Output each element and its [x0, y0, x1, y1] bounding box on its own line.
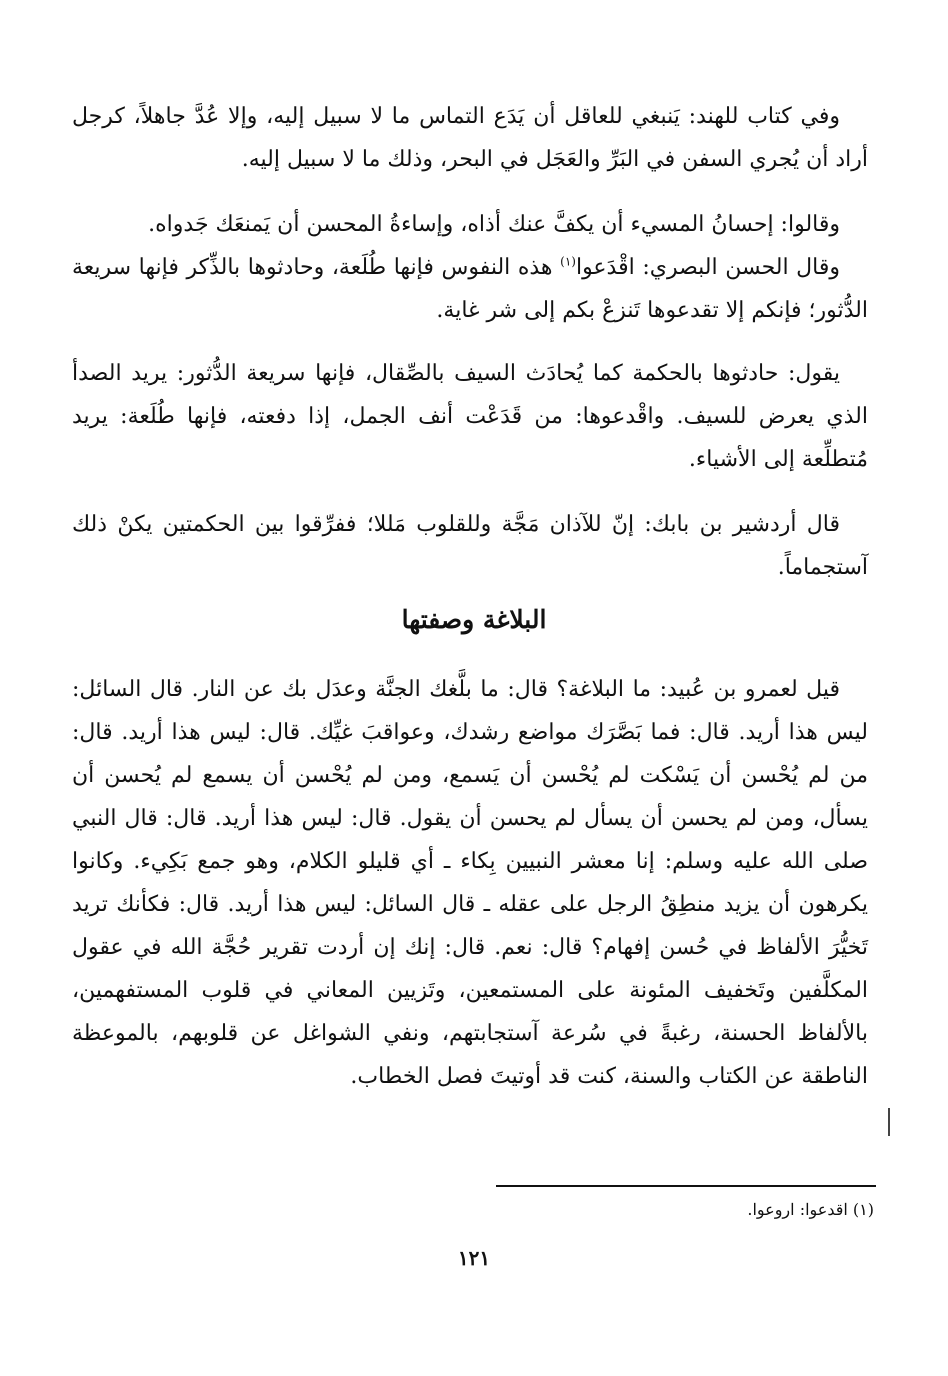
paragraph-3: يقول: حادثوها بالحكمة كما يُحادَث السيف بالصِّقال، فإنها سريعة الدُّثور: يريد الصدأ الذي يعرض للسيف. واقْدعوها: من قَدَعْت أنف الجمل، إذا دفعته، فإنها طُلَعة: يريد مُتطلِّعة إلى الأشياء.	[72, 361, 868, 472]
footnote-separator	[496, 1185, 876, 1187]
paragraph-5-block	[72, 668, 868, 1098]
paragraph-4: قال أردشير بن بابك: إنّ للآذان مَجَّة وللقلوب مَللا؛ ففرِّقوا بين الحكمتين يكنْ ذلك آستجماماً.	[72, 512, 868, 580]
paragraph-3-block	[72, 352, 868, 481]
paragraph-1-block	[72, 95, 868, 181]
margin-mark	[888, 1108, 890, 1136]
footnote: (١) اقدعوا: اروعوا.	[747, 1200, 874, 1219]
paragraph-4-block	[72, 503, 868, 589]
paragraph-1: وفي كتاب للهند: يَنبغي للعاقل أن يَدَع التماس ما لا سبيل إليه، وإلا عُدَّ جاهلاً، كرجل أراد أن يُجري السفن في البَرِّ والعَجَل في البحر، وذلك ما لا سبيل إليه.	[72, 104, 868, 172]
paragraph-2-line-2	[72, 246, 868, 332]
paragraph-2-block	[72, 203, 868, 332]
section-heading: البلاغة وصفتها	[401, 605, 547, 634]
paragraph-2-line-1: وقالوا: إحسانُ المسيء أن يكفَّ عنك أذاه، وإساءةُ المحسن أن يَمنعَك جَدواه.	[148, 212, 840, 237]
paragraph-2-text-a: وقال الحسن البصري: اقْدَعوا	[575, 255, 840, 280]
paragraph-5: قيل لعمرو بن عُبيد: ما البلاغة؟ قال: ما بلَّغك الجنَّة وعدَل بك عن النار. قال السائل: ليس هذا أريد. قال: فما بَصَّرَك مواضع رشدك، وعواقبَ غيِّك. قال: ليس هذا أريد. قال: من لم يُحْسن أن يَسْكت لم يُحْسن أن يَسمع، ومن لم يُحْسن أن يسمع لم يُحسن أن يسأل، ومن لم يحسن أن يسأل لم يحسن أن يقول. قال: ليس هذا أريد. قال: قال النبي صلى الله عليه وسلم: إنا معشر النبيين بِكاء ـ أي قليلو الكلام، وهو جمع بَكِيء. وكانوا يكرهون أن يزيد منطِقُ الرجل على عقله ـ قال السائل: ليس هذا أريد. قال: فكأنك تريد تَخيُّرَ الألفاظ في حُسن إفهام؟ قال: نعم. قال: إنك إن أردت تقرير حُجَّة الله في عقول المكلَّفين وتَخفيف المئونة على المستمعين، وتَزيين المعاني في قلوب المستفهمين، بالألفاظ الحسنة، رغبةً في سُرعة آستجابتهم، ونفي الشواغل عن قلوبهم، بالموعظة الناطقة عن الكتاب والسنة، كنت قد أوتيتَ فصل الخطاب.	[72, 677, 868, 1089]
footnote-marker[interactable]: (١)	[560, 254, 576, 269]
page-number: ١٢١	[457, 1246, 491, 1270]
paragraph-2-text-b: هذه النفوس فإنها طُلَعة، وحادثوها بالذِّكر فإنها سريعة الدُّثور؛ فإنكم إلا تقدعوها تَنزعْ بكم إلى شر غاية.	[72, 255, 868, 323]
